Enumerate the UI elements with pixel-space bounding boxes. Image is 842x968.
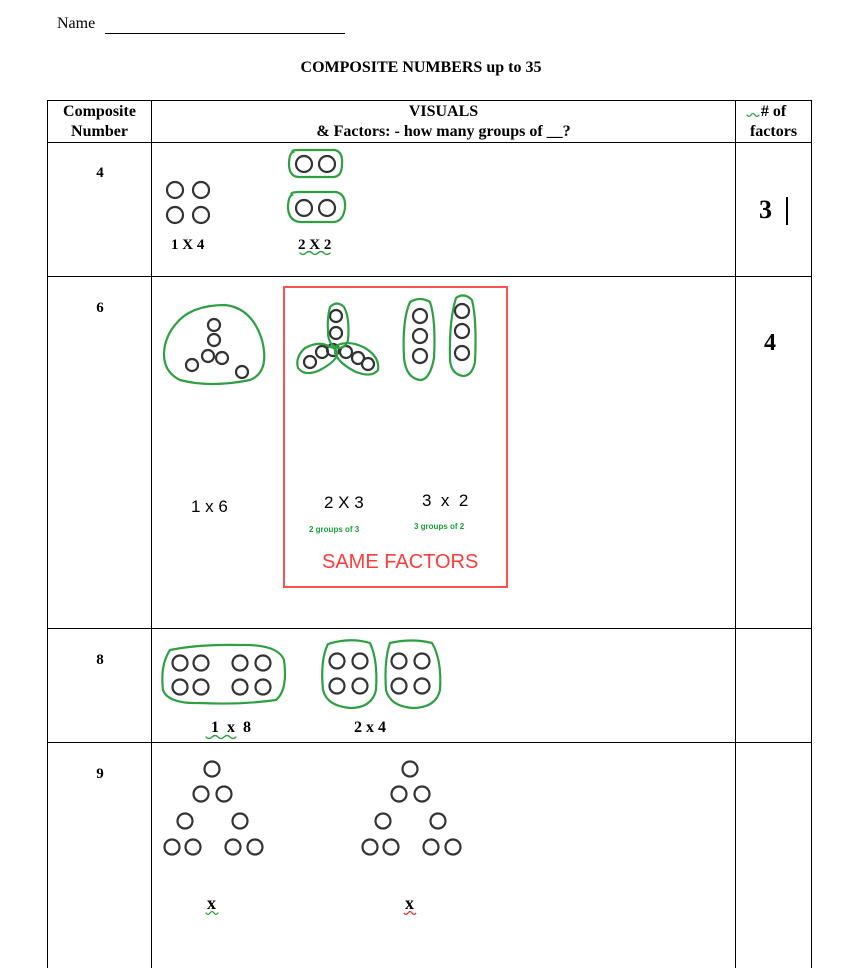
table-border-left: [47, 100, 48, 968]
factor-label: x: [405, 893, 414, 913]
factor-count-4: 3: [759, 195, 772, 224]
group-note: 3 groups of 2: [414, 522, 465, 531]
page-title: COMPOSITE NUMBERS up to 35: [300, 59, 542, 76]
factor-label: 2 X 2: [298, 237, 332, 253]
header-composite-number: Composite Number: [63, 103, 136, 140]
factor-label: 1 X 4: [171, 237, 205, 253]
header-visuals: VISUALS & Factors: - how many groups of __?: [316, 103, 571, 140]
column-divider: [735, 100, 736, 968]
table-border-top: [47, 100, 812, 101]
row-divider: [47, 742, 812, 743]
row-number-4: 4: [96, 165, 104, 181]
factor-label: 1 x 6: [191, 497, 228, 516]
header-divider: [47, 142, 812, 143]
factor-label: x: [207, 893, 216, 913]
name-field[interactable]: [105, 33, 345, 34]
table-border-right: [811, 100, 812, 968]
name-label: Name: [57, 15, 96, 32]
group-note: 2 groups of 3: [309, 525, 360, 534]
header-factor-count: # of factors: [749, 103, 798, 140]
row-number-6: 6: [96, 300, 104, 316]
row-number-8: 8: [96, 652, 104, 668]
factor-label: 2 X 3: [324, 493, 364, 512]
factor-label: 3 x 2: [422, 491, 469, 510]
factor-label: 2 x 4: [354, 719, 386, 736]
row-number-9: 9: [96, 766, 104, 782]
row-divider: [47, 628, 812, 629]
factor-label: 1 x 8: [211, 719, 251, 736]
text-cursor: [786, 197, 788, 225]
same-factors-callout: SAME FACTORS: [322, 551, 479, 573]
column-divider: [151, 100, 152, 968]
row-divider: [47, 276, 812, 277]
factor-count-6: 4: [764, 330, 776, 356]
